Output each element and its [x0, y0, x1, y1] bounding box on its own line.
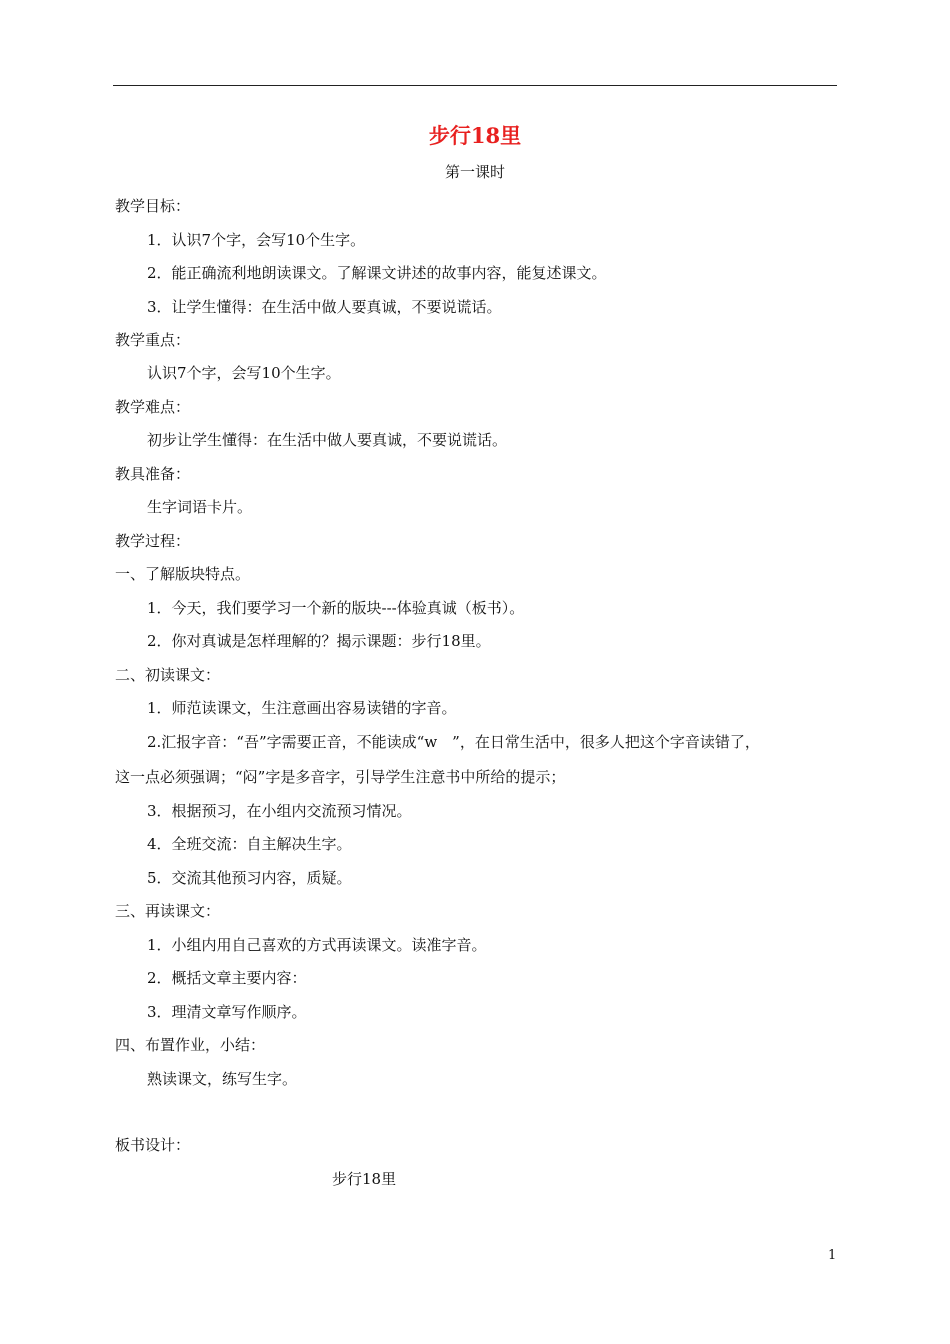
process-part-2-heading: 二、初读课文：: [115, 666, 221, 684]
section-heading-difficulties: 教学难点：: [115, 398, 191, 416]
process-part-3-item-3: 3．理清文章写作顺序。: [147, 1003, 307, 1021]
section-heading-board-design: 板书设计：: [115, 1136, 191, 1154]
process-part-2-item-2-continued: 这一点必须强调；“闷”字是多音字，引导学生注意书中所给的提示；: [115, 768, 566, 786]
objective-item-2: 2．能正确流利地朗读课文。了解课文讲述的故事内容，能复述课文。: [147, 264, 607, 282]
process-part-2-item-3: 3．根据预习，在小组内交流预习情况。: [147, 802, 412, 820]
page-number: 1: [828, 1248, 837, 1263]
process-part-1-item-2: 2．你对真诚是怎样理解的？揭示课题：步行18里。: [147, 632, 491, 650]
process-part-2-item-1: 1．师范读课文，生注意画出容易读错的字音。: [147, 699, 457, 717]
section-heading-process: 教学过程：: [115, 532, 191, 550]
process-part-1-item-1: 1．今天，我们要学习一个新的版块---体验真诚（板书）。: [147, 599, 525, 617]
process-part-3-item-1: 1．小组内用自己喜欢的方式再读课文。读准字音。: [147, 936, 487, 954]
process-part-4-heading: 四、布置作业，小结：: [115, 1036, 266, 1054]
process-part-1-heading: 一、了解版块特点。: [115, 565, 251, 583]
header-rule: [113, 85, 837, 86]
process-part-3-heading: 三、再读课文：: [115, 902, 221, 920]
objective-item-3: 3．让学生懂得：在生活中做人要真诚，不要说谎话。: [147, 298, 502, 316]
process-part-3-item-2: 2．概括文章主要内容：: [147, 969, 307, 987]
page-title: 步行18里: [428, 123, 522, 148]
homework-text: 熟读课文，练写生字。: [147, 1070, 298, 1088]
section-heading-objectives: 教学目标：: [115, 197, 191, 215]
section-heading-materials: 教具准备：: [115, 465, 191, 483]
section-heading-key-points: 教学重点：: [115, 331, 191, 349]
materials-text: 生字词语卡片。: [147, 498, 253, 516]
page-subtitle: 第一课时: [444, 163, 505, 181]
key-points-text: 认识7个字，会写10个生字。: [147, 364, 341, 382]
process-part-2-item-5: 5．交流其他预习内容，质疑。: [147, 869, 352, 887]
process-part-2-item-2: 2.汇报字音：“吾”字需要正音，不能读成“w ”，在日常生活中，很多人把这个字音读错了，: [147, 733, 760, 751]
difficulties-text: 初步让学生懂得：在生活中做人要真诚，不要说谎话。: [147, 431, 508, 449]
board-design-title: 步行18里: [332, 1170, 397, 1188]
process-part-2-item-4: 4．全班交流：自主解决生字。: [147, 835, 352, 853]
objective-item-1: 1．认识7个字，会写10个生字。: [147, 231, 366, 249]
